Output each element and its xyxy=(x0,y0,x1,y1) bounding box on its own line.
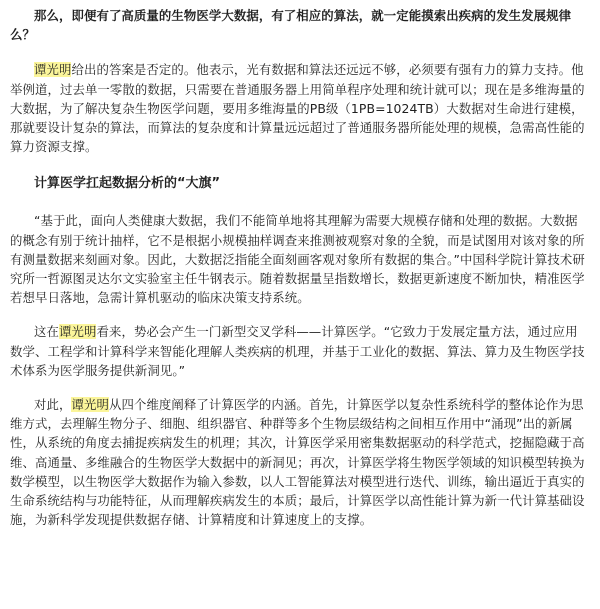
interdisciplinary-paragraph xyxy=(10,322,590,380)
dimensions-text: 从四个维度阐释了计算医学的内涵。首先，计算医学以复杂性系统科学的整体论作为思维方式，去理解生物分子、细胞、组织器官、种群等多个生物层级结构之间相互作用中“涌现”出的新属性，从系统的角度去捕捉疾病发生的机理；其次，计算医学采用密集数据驱动的科学范式，挖掘隐藏于高维、高通量、多维融合的生物医学大数据中的新洞见；再次，计算医学将生物医学领域的知识模型转换为数学模型，以生物医学大数据作为输入参数，以人工智能算法对模型进行迭代、训练，输出逼近于真实的生命系统结构与功能特征，从而理解疾病发生的本质；最后，计算医学以高性能计算为新一代计算基础设施，为新科学发现提供数据存储、计算精度和计算速度上的支撑。 xyxy=(10,397,585,528)
interdisciplinary-text: 看来，势必会产生一门新型交叉学科——计算医学。“它致力于发展定量方法，通过应用数学、工程学和计算科学来智能化理解人类疾病的机理，并基于工业化的数据、算法、算力及生物医学技术体系为医学服务提供新洞见。” xyxy=(10,324,585,378)
interdisciplinary-prefix: 这在 xyxy=(34,324,59,340)
section-heading: 计算医学扛起数据分析的“大旗” xyxy=(34,176,221,192)
quote-text: “基于此，面向人类健康大数据，我们不能简单地将其理解为需要大规模存储和处理的数据。大数据的概念有别于统计抽样，它不是根据小规模抽样调查来推测被观察对象的全貌，而是试图用对该对象的所有测量数据来刻画对象。因此，大数据泛指能全面刻画客观对象所有数据的集合。”中国科学院计算技术研究所一哲源图灵达尔文实验室主任牛钢表示。随着数据量呈指数增长，数据更新速度不断加快，精准医学若想早日落地，急需计算机驱动的临床决策支持系统。 xyxy=(10,213,585,306)
quote-paragraph xyxy=(10,211,590,307)
question-text: 那么，即便有了高质量的生物医学大数据，有了相应的算法，就一定能摸索出疾病的发生发展规律么？ xyxy=(10,8,572,43)
highlighted-name: 谭光明 xyxy=(34,62,72,78)
dimensions-paragraph xyxy=(10,395,590,529)
highlighted-name: 谭光明 xyxy=(58,324,97,340)
dimensions-prefix: 对此， xyxy=(34,397,72,413)
answer-text: 给出的答案是否定的。他表示，光有数据和算法还远远不够，必须要有强有力的算力支持。他举例道，过去单一零散的数据，只需要在普通服务器上用简单程序处理和统计就可以；现在是多维海量的大数据，为了解决复杂生物医学问题，要用多维海量的PB级（1PB=1024TB）大数据对生命进行建模，那就要设计复杂的算法，而算法的复杂度和计算量远远超过了普通服务器所能处理的规模，急需高性能的算力资源支撑。 xyxy=(10,62,585,155)
question-paragraph xyxy=(10,6,590,44)
answer-paragraph xyxy=(10,60,590,156)
highlighted-name: 谭光明 xyxy=(71,397,109,413)
